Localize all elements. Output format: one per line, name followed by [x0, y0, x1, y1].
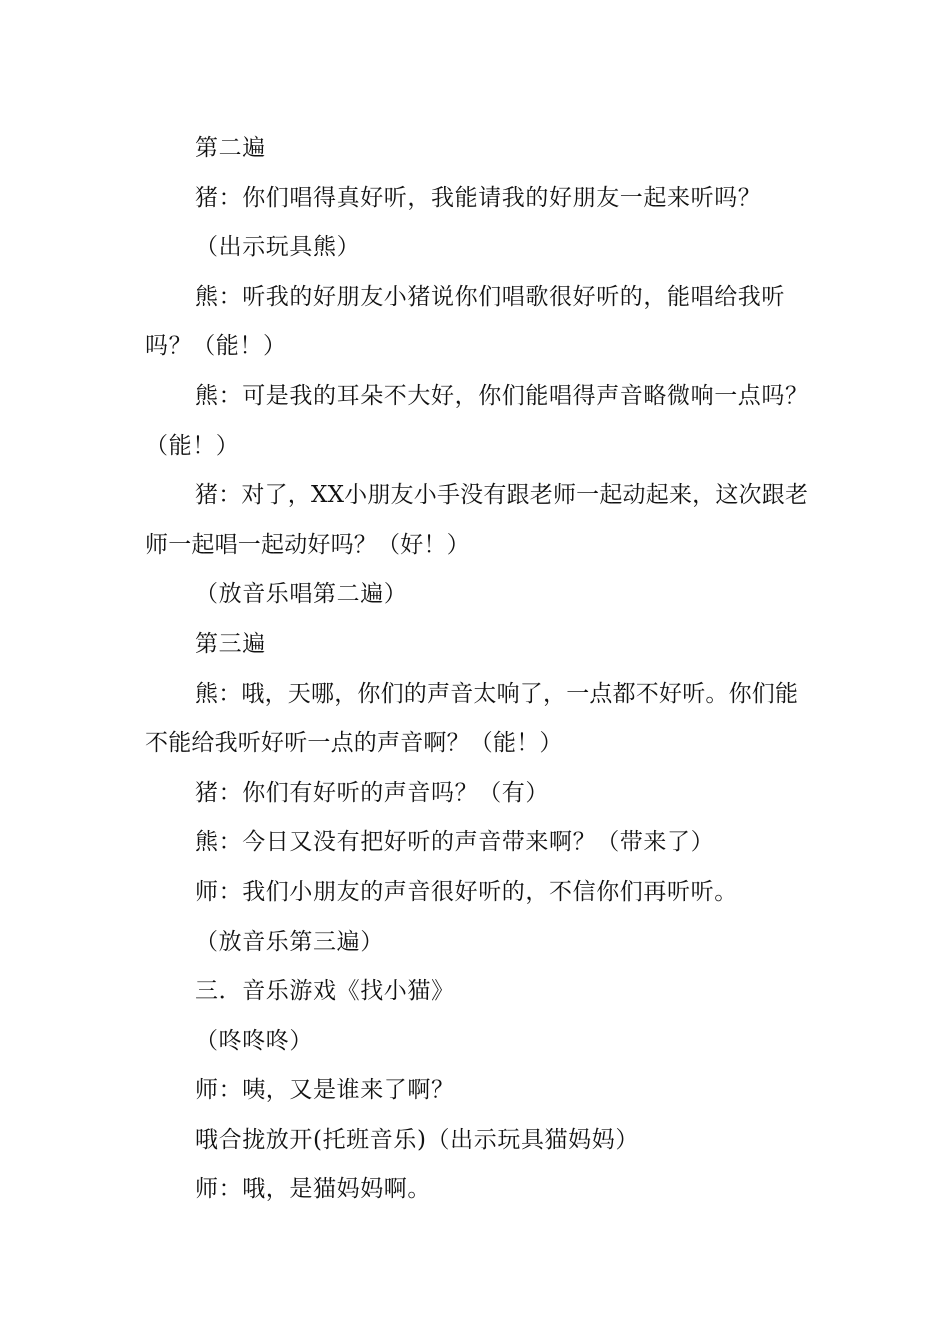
paragraph-dialogue: 师：我们小朋友的声音很好听的，不信你们再听听。: [195, 878, 738, 905]
paragraph-dialogue: 师：咦，又是谁来了啊？: [195, 1077, 455, 1104]
paragraph-section-heading: 第三遍: [195, 630, 266, 657]
paragraph-dialogue: 熊：哦，天哪，你们的声音太响了，一点都不好听。你们能不能给我听好听一点的声音啊？（能！）: [145, 680, 799, 757]
document-body: [145, 124, 810, 1215]
paragraph-stage-direction: （出示玩具熊）: [195, 234, 361, 261]
paragraph-stage-direction: （咚咚咚）: [195, 1027, 313, 1054]
paragraph-dialogue: 猪：你们唱得真好听，我能请我的好朋友一起来听吗？: [195, 184, 762, 211]
paragraph-stage-direction: （放音乐第三遍）: [195, 928, 384, 955]
paragraph-dialogue: 熊：可是我的耳朵不大好，你们能唱得声音略微响一点吗？（能！）: [145, 382, 809, 459]
paragraph-dialogue: 熊：今日又没有把好听的声音带来啊？（带来了）: [195, 829, 715, 856]
paragraph-dialogue: 猪：你们有好听的声音吗？（有）: [195, 779, 549, 806]
paragraph-dialogue: 师：哦，是猫妈妈啊。: [195, 1176, 431, 1203]
paragraph-section-heading: 三．音乐游戏《找小猫》: [195, 978, 455, 1005]
paragraph-dialogue: 猪：对了，XX小朋友小手没有跟老师一起动起来，这次跟老师一起唱一起动好吗？（好！）: [145, 482, 809, 558]
paragraph-stage-direction: （放音乐唱第二遍）: [195, 581, 408, 608]
paragraph-dialogue: 熊：听我的好朋友小猪说你们唱歌很好听的，能唱给我听吗？（能！）: [145, 283, 785, 360]
paragraph-section-heading: 第二遍: [195, 135, 266, 161]
paragraph-stage-direction: 哦合拢放开(托班音乐)（出示玩具猫妈妈）: [195, 1126, 639, 1153]
